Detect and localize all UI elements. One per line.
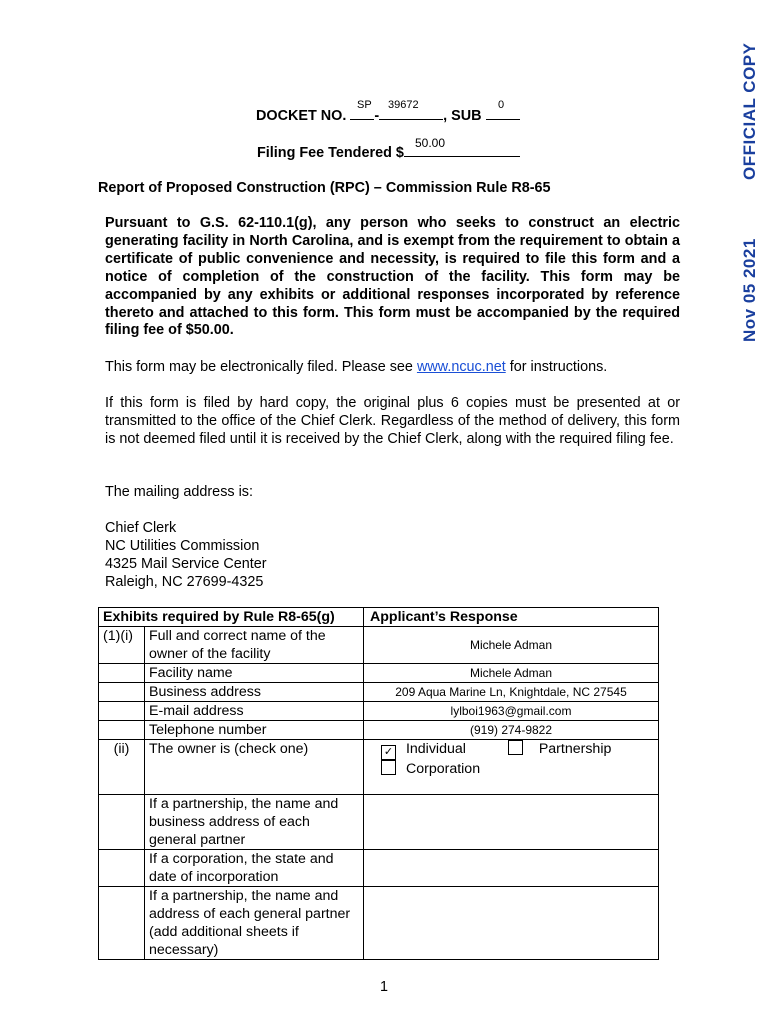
official-copy-stamp: OFFICIAL COPY xyxy=(740,42,759,180)
intro-paragraph: Pursuant to G.S. 62-110.1(g), any person who seeks to construct an electric generating facility in North Carolina, and is exempt from the requirement to obtain a certificate of public convenience and necessity, is required to file this form and a notice of completion of the construction of the facility. This form may be accompanied by any exhibits or additional responses incorporated by reference thereto and attached to this form. This form must be accompanied by the required filing fee of $50.00. xyxy=(105,215,680,339)
ncuc-link[interactable]: www.ncuc.net xyxy=(416,359,506,375)
table-row xyxy=(99,795,659,850)
form-title: Report of Proposed Construction (RPC) – Commission Rule R8-65 xyxy=(98,180,551,196)
docket-number: 39672 xyxy=(388,99,419,111)
item-number xyxy=(99,795,145,850)
table-row xyxy=(99,887,659,960)
hard-copy-paragraph: If this form is filed by hard copy, the original plus 6 copies must be presented at or transmitted to the office of the Chief Clerk. Regardless of the method of delivery, this form is not deemed filed until it is received by the Chief Clerk, along with the required filing fee. xyxy=(105,395,680,447)
item-number xyxy=(99,683,145,702)
facility-name-response[interactable]: Michele Adman xyxy=(364,664,659,683)
table-row xyxy=(99,850,659,887)
exhibits-table xyxy=(98,607,659,960)
email-response[interactable]: lylboi1963@gmail.com xyxy=(364,702,659,721)
table-row xyxy=(99,721,659,740)
table-row xyxy=(99,740,659,795)
table-row xyxy=(99,627,659,664)
page-number: 1 xyxy=(380,979,389,995)
corporation-checkbox[interactable] xyxy=(381,760,396,775)
docket-sub: 0 xyxy=(498,99,505,111)
electronic-text-after: for instructions. xyxy=(505,359,608,375)
address-line: Raleigh, NC 27699-4325 xyxy=(105,574,264,590)
general-partner-response[interactable] xyxy=(364,887,659,960)
docket-line: DOCKET NO. - , SUB xyxy=(256,108,520,124)
item-label: Business address xyxy=(145,683,364,702)
item-label: Facility name xyxy=(145,664,364,683)
filing-fee-value: 50.00 xyxy=(415,136,446,150)
item-number: (1)(i) xyxy=(99,627,145,664)
item-number xyxy=(99,702,145,721)
item-label: Telephone number xyxy=(145,721,364,740)
table-row xyxy=(99,683,659,702)
filing-date-stamp: Nov 05 2021 xyxy=(740,238,759,342)
item-label: E-mail address xyxy=(145,702,364,721)
item-label: If a partnership, the name and business address of each general partner xyxy=(145,795,364,850)
filing-fee-label: Filing Fee Tendered $ xyxy=(257,145,404,161)
business-address-response[interactable]: 209 Aqua Marine Ln, Knightdale, NC 27545 xyxy=(364,683,659,702)
telephone-response[interactable]: (919) 274-9822 xyxy=(364,721,659,740)
docket-prefix: SP xyxy=(357,99,372,111)
item-label: If a corporation, the state and date of incorporation xyxy=(145,850,364,887)
table-row xyxy=(99,664,659,683)
electronic-text-before: This form may be electronically filed. Please see xyxy=(105,359,417,375)
mailing-address xyxy=(105,519,680,591)
individual-checkbox[interactable]: ✓ xyxy=(381,745,396,760)
individual-label: Individual xyxy=(405,741,466,757)
docket-label: DOCKET NO. xyxy=(256,108,347,124)
address-line: NC Utilities Commission xyxy=(105,538,260,554)
owner-type-response xyxy=(364,740,659,795)
corporation-label: Corporation xyxy=(405,761,481,777)
address-line: 4325 Mail Service Center xyxy=(105,556,267,572)
item-number xyxy=(99,721,145,740)
partner-address-response[interactable] xyxy=(364,795,659,850)
incorporation-response[interactable] xyxy=(364,850,659,887)
partnership-checkbox[interactable] xyxy=(508,740,523,755)
table-header-row xyxy=(99,608,659,627)
item-number: (ii) xyxy=(99,740,145,795)
item-label: Full and correct name of the owner of the facility xyxy=(145,627,364,664)
electronic-filing-note xyxy=(105,358,680,376)
item-number xyxy=(99,887,145,960)
docket-sub-label: , SUB xyxy=(443,108,482,124)
item-number xyxy=(99,850,145,887)
exhibits-header: Exhibits required by Rule R8-65(g) xyxy=(99,608,364,627)
response-header: Applicant’s Response xyxy=(364,608,659,627)
item-label: The owner is (check one) xyxy=(145,740,364,795)
address-line: Chief Clerk xyxy=(105,520,177,536)
partnership-label: Partnership xyxy=(538,741,612,757)
filing-fee-line xyxy=(257,145,520,161)
item-label: If a partnership, the name and address of each general partner (add additional sheets if necessary) xyxy=(145,887,364,960)
mailing-intro: The mailing address is: xyxy=(105,484,253,500)
owner-name-response[interactable]: Michele Adman xyxy=(364,627,659,664)
item-number xyxy=(99,664,145,683)
table-row xyxy=(99,702,659,721)
